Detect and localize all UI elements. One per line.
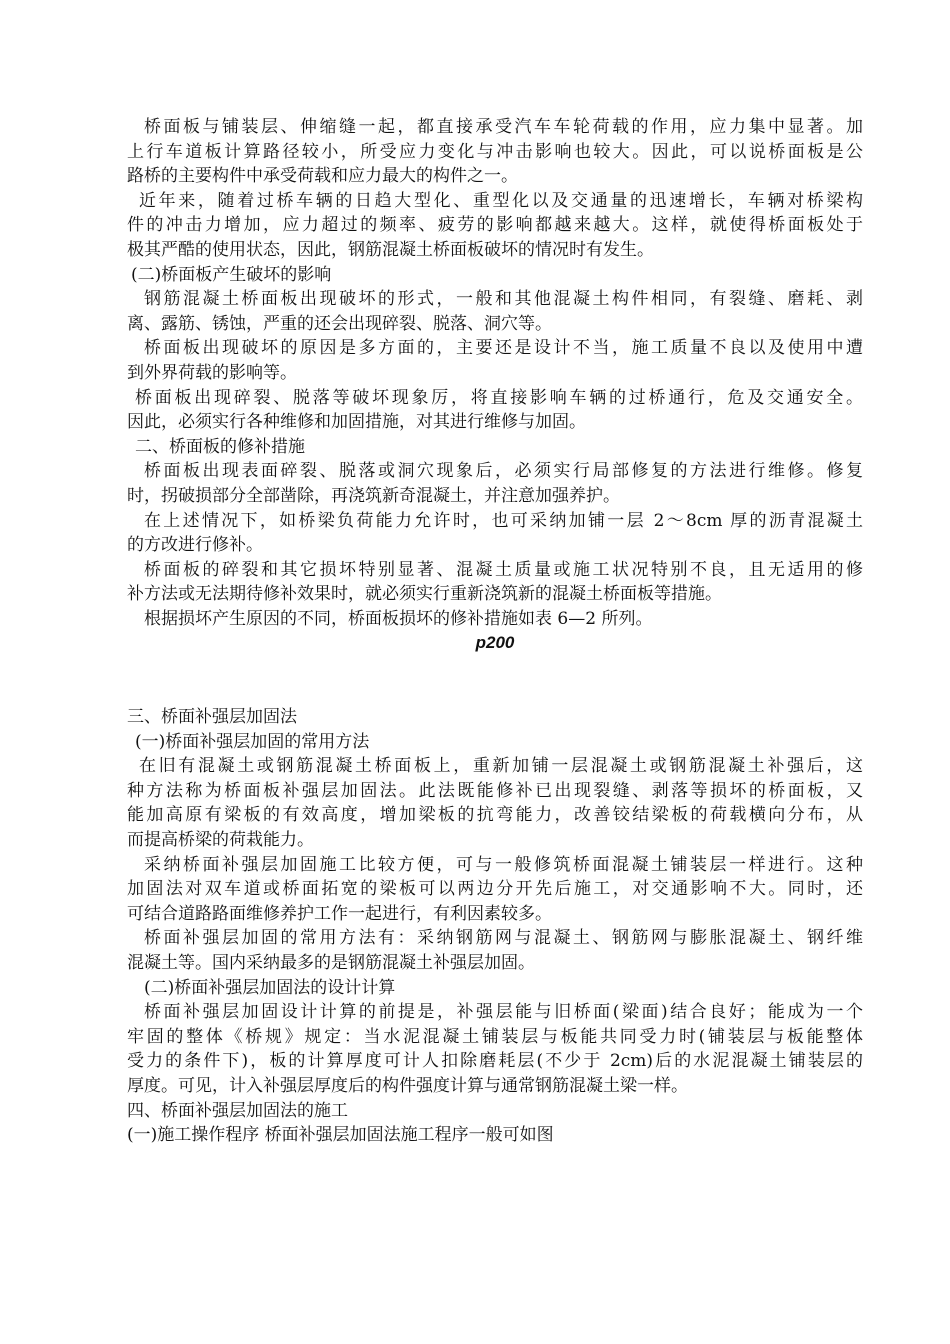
text-line: 可结合道路路面维修养护工作一起进行，有利因素较多。 [127, 903, 552, 924]
text-line: 桥面板出现碎裂、脱落等破坏现象厉，将直接影响车辆的过桥通行，危及交通安全。 [135, 387, 863, 408]
text-line: 厚度。可见，计入补强层厚度后的构件强度计算与通常钢筋混凝土梁一样。 [127, 1075, 688, 1096]
section-subheading: (二)桥面板产生破坏的影响 [131, 264, 332, 285]
text-line: 到外界荷载的影响等。 [127, 362, 297, 383]
text-line: 的方改进行修补。 [127, 535, 263, 556]
text-line: 离、露筋、锈蚀，严重的还会出现碎裂、脱落、洞穴等。 [127, 313, 552, 334]
text-line: 桥面补强层加固设计计算的前提是，补强层能与旧桥面(梁面)结合良好；能成为一个 [144, 1002, 863, 1023]
text-line: 路桥的主要构件中承受荷载和应力最大的构件之一。 [127, 166, 518, 187]
text-line: 近年来，随着过桥车辆的日趋大型化、重型化以及交通量的迅速增长，车辆对桥梁构 [139, 190, 863, 211]
section-heading: 三、桥面补强层加固法 [127, 707, 297, 728]
document-page [127, 115, 863, 1148]
text-line: 加固法对双车道或桥面拓宽的梁板可以两边分开先后施工，对交通影响不大。同时，还 [127, 879, 863, 900]
text-line: 混凝土等。国内采纳最多的是钢筋混凝土补强层加固。 [127, 953, 535, 973]
text-line: 采纳桥面补强层加固施工比较方便，可与一般修筑桥面混凝土铺装层一样进行。这种 [144, 854, 863, 875]
text-line: 桥面板的碎裂和其它损坏特别显著、混凝土质量或施工状况特别不良，且无适用的修 [144, 559, 863, 580]
text-line: 种方法称为桥面板补强层加固法。此法既能修补已出现裂缝、剥落等损坏的桥面板，又 [127, 780, 863, 801]
section-subheading: (一)施工操作程序 桥面补强层加固法施工程序一般可如图 [127, 1125, 554, 1146]
text-line: 而提高桥梁的荷栽能力。 [127, 830, 314, 851]
section-heading: 二、桥面板的修补措施 [135, 436, 305, 457]
text-line: 在上述情况下，如桥梁负荷能力允许时，也可采纳加铺一层 2～8cm 厚的沥青混凝土 [144, 510, 863, 531]
text-line: 钢筋混凝土桥面板出现破坏的形式，一般和其他混凝土构件相同，有裂缝、磨耗、剥 [144, 289, 863, 310]
section-subheading: (一)桥面补强层加固的常用方法 [135, 731, 370, 752]
text-line: 在旧有混凝土或钢筋混凝土桥面板上，重新加铺一层混凝土或钢筋混凝土补强后，这 [139, 756, 863, 777]
text-line: 件的冲击力增加，应力超过的频率、疲劳的影响都越来越大。这样，就使得桥面板处于 [127, 215, 863, 236]
text-line: 受力的条件下)，板的计算厚度可计人扣除磨耗层(不少于 2cm)后的水泥混凝土铺装层的 [127, 1051, 863, 1072]
text-line: 根据损坏产生原因的不同，桥面板损坏的修补措施如表 6—2 所列。 [144, 608, 653, 629]
text-line: 时，拐破损部分全部凿除，再浇筑新奇混凝土，并注意加强养护。 [127, 485, 620, 506]
text-line: 上行车道板计算路径较小，所受应力变化与冲击影响也较大。因此，可以说桥面板是公 [127, 141, 863, 162]
text-line: 桥面板出现破坏的原因是多方面的，主要还是设计不当，施工质量不良以及使用中遭 [144, 338, 863, 359]
text-line: 因此，必须实行各种维修和加固措施，对其进行维修与加固。 [127, 412, 586, 433]
section-heading: 四、桥面补强层加固法的施工 [127, 1100, 348, 1121]
text-line: 极其严酷的使用状态，因此，钢筋混凝土桥面板破坏的情况时有发生。 [127, 239, 654, 260]
page-reference: p200 [475, 633, 515, 653]
section-subheading: (二)桥面补强层加固法的设计计算 [144, 977, 396, 998]
blank-space [127, 656, 863, 705]
text-line: 桥面补强层加固的常用方法有：采纳钢筋网与混凝土、钢筋网与膨胀混凝土、钢纤维 [144, 928, 863, 949]
text-line: 牢固的整体《桥规》规定：当水泥混凝土铺装层与板能共同受力时(铺装层与板能整体 [127, 1026, 863, 1047]
text-line: 补方法或无法期待修补效果时，就必须实行重新浇筑新的混凝土桥面板等措施。 [127, 584, 722, 605]
text-line: 桥面板与铺装层、伸缩缝一起，都直接承受汽车车轮荷载的作用，应力集中显著。加 [144, 117, 863, 137]
text-line: 能加高原有梁板的有效高度，增加梁板的抗弯能力，改善铰结梁板的荷载横向分布，从 [127, 805, 863, 826]
text-line: 桥面板出现表面碎裂、脱落或洞穴现象后，必须实行局部修复的方法进行维修。修复 [144, 461, 863, 482]
